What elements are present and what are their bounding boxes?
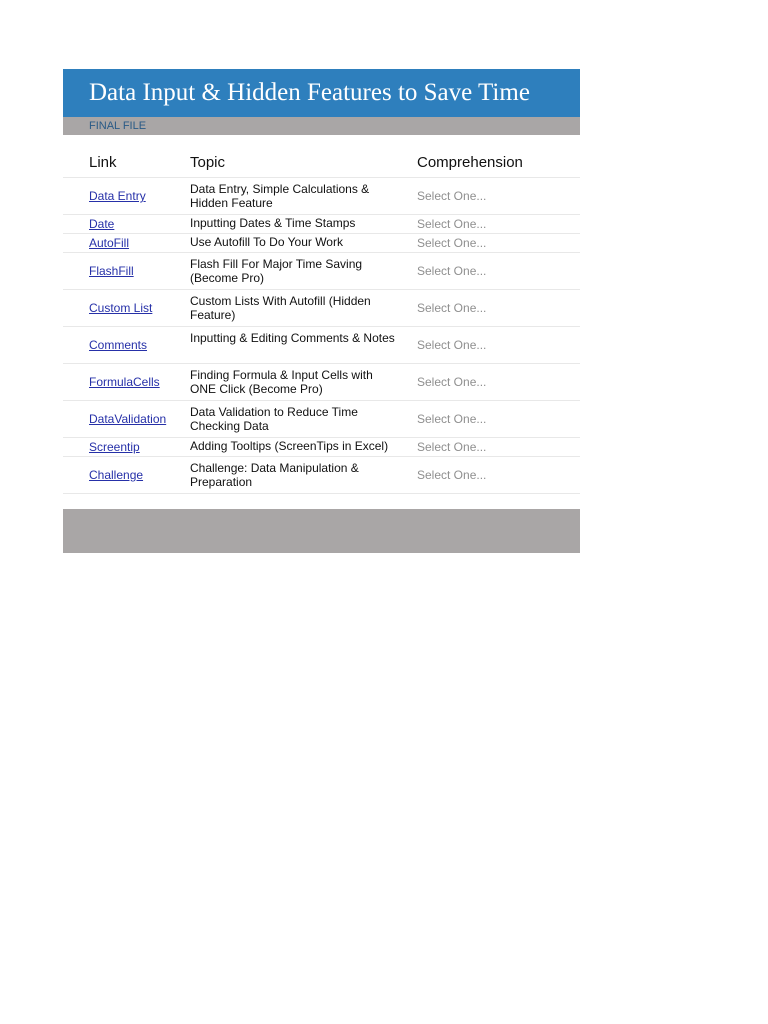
table-row bbox=[63, 438, 580, 457]
comprehension-select[interactable]: Select One... bbox=[417, 375, 487, 389]
topic-cell: Inputting Dates & Time Stamps bbox=[190, 216, 356, 230]
comprehension-select[interactable]: Select One... bbox=[417, 217, 487, 231]
topic-cell: Challenge: Data Manipulation & Preparation bbox=[190, 461, 359, 489]
link-autofill[interactable]: AutoFill bbox=[89, 236, 130, 250]
table-row bbox=[63, 253, 580, 290]
link-custom-list[interactable]: Custom List bbox=[89, 301, 153, 315]
topic-cell: Finding Formula & Input Cells with ONE Click (Become Pro) bbox=[190, 368, 373, 396]
footer-band bbox=[63, 509, 580, 553]
table-row bbox=[63, 215, 580, 234]
table-row bbox=[63, 178, 580, 215]
topic-cell: Custom Lists With Autofill (Hidden Feature) bbox=[190, 294, 371, 322]
comprehension-select[interactable]: Select One... bbox=[417, 301, 487, 315]
header-comprehension: Comprehension bbox=[417, 154, 523, 171]
link-flashfill[interactable]: FlashFill bbox=[89, 264, 134, 278]
link-formulacells[interactable]: FormulaCells bbox=[89, 375, 160, 389]
table-row bbox=[63, 364, 580, 401]
table-row bbox=[63, 401, 580, 438]
link-challenge[interactable]: Challenge bbox=[89, 468, 144, 482]
topic-table bbox=[63, 178, 580, 494]
topic-cell: Inputting & Editing Comments & Notes bbox=[190, 331, 395, 345]
page-title: Data Input & Hidden Features to Save Time bbox=[63, 69, 580, 117]
comprehension-select[interactable]: Select One... bbox=[417, 236, 487, 250]
link-comments[interactable]: Comments bbox=[89, 338, 148, 352]
worksheet bbox=[63, 69, 580, 494]
link-data-entry[interactable]: Data Entry bbox=[89, 189, 146, 203]
table-row bbox=[63, 290, 580, 327]
comprehension-select[interactable]: Select One... bbox=[417, 440, 487, 454]
comprehension-select[interactable]: Select One... bbox=[417, 412, 487, 426]
comprehension-select[interactable]: Select One... bbox=[417, 338, 487, 352]
topic-cell: Data Validation to Reduce Time Checking Data bbox=[190, 405, 358, 433]
subtitle-final-file: FINAL FILE bbox=[63, 117, 580, 135]
topic-cell: Flash Fill For Major Time Saving (Become Pro) bbox=[190, 257, 363, 285]
link-datavalidation[interactable]: DataValidation bbox=[89, 412, 167, 426]
topic-cell: Use Autofill To Do Your Work bbox=[190, 235, 343, 249]
table-row bbox=[63, 327, 580, 364]
table-row bbox=[63, 457, 580, 494]
comprehension-select[interactable]: Select One... bbox=[417, 468, 487, 482]
header-link: Link bbox=[89, 154, 117, 171]
topic-cell: Data Entry, Simple Calculations & Hidden Feature bbox=[190, 182, 370, 210]
table-row bbox=[63, 234, 580, 253]
link-screentip[interactable]: Screentip bbox=[89, 440, 140, 454]
header-topic: Topic bbox=[190, 154, 226, 171]
topic-cell: Adding Tooltips (ScreenTips in Excel) bbox=[190, 439, 389, 453]
comprehension-select[interactable]: Select One... bbox=[417, 264, 487, 278]
table-header bbox=[63, 135, 580, 178]
comprehension-select[interactable]: Select One... bbox=[417, 189, 487, 203]
link-date[interactable]: Date bbox=[89, 217, 115, 231]
